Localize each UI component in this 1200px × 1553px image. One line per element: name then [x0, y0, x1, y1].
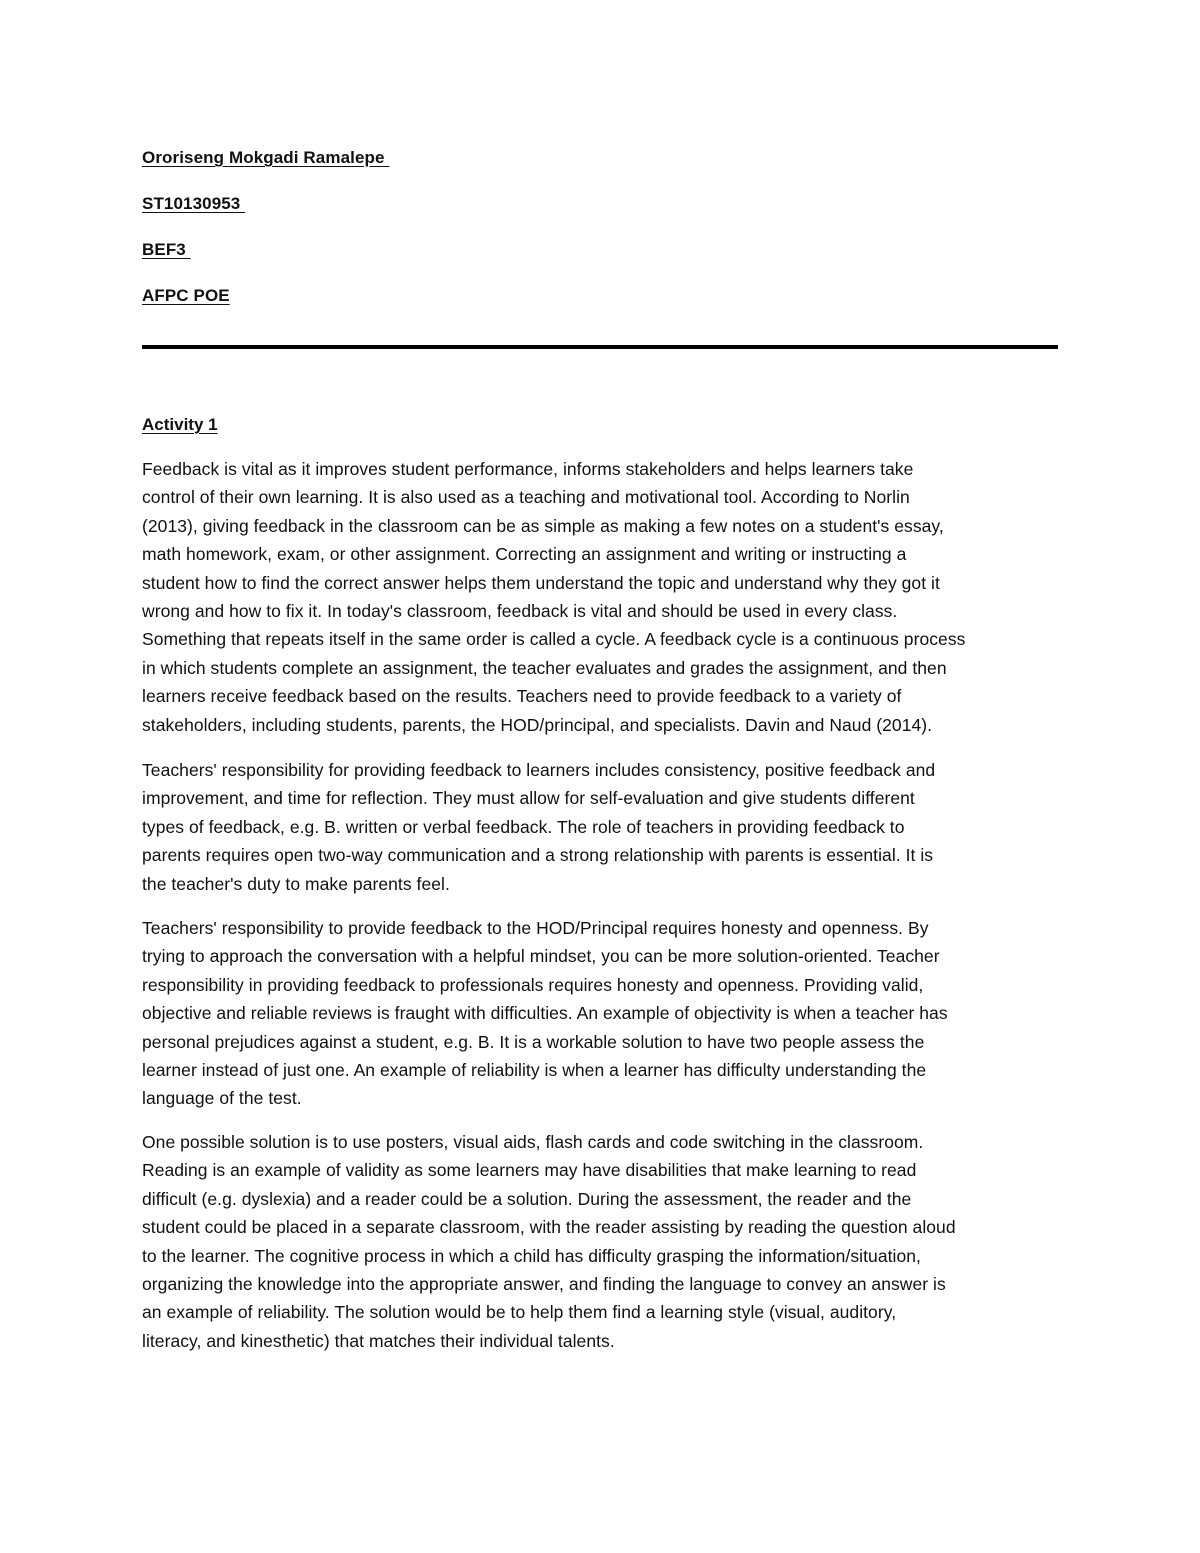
text-line: literacy, and kinesthetic) that matches their individual talents.: [142, 1330, 615, 1351]
text-line: control of their own learning. It is also used as a teaching and motivational tool. According to Norlin: [142, 487, 910, 508]
text-line: Teachers' responsibility for providing feedback to learners includes consistency, positive feedback and: [142, 760, 936, 780]
text-line: Feedback is vital as it improves student performance, informs stakeholders and helps learners take: [142, 459, 914, 479]
student-number: ST10130953: [142, 194, 246, 213]
paragraph-1: [142, 455, 1062, 739]
text-line: an example of reliability. The solution would be to help them find a learning style (visual, auditory,: [142, 1302, 897, 1323]
text-line: (2013), giving feedback in the classroom can be as simple as making a few notes on a student's essay,: [142, 515, 944, 536]
text-line: One possible solution is to use posters, visual aids, flash cards and code switching in the classroom.: [142, 1132, 924, 1152]
paragraph-2: [142, 756, 1062, 898]
text-line: responsibility in providing feedback to professionals requires honesty and openness. Providing valid,: [142, 974, 924, 995]
text-line: organizing the knowledge into the appropriate answer, and finding the language to convey an answer is: [142, 1274, 946, 1295]
text-line: student could be placed in a separate classroom, with the reader assisting by reading the question aloud: [142, 1217, 956, 1238]
paragraph-3: [142, 914, 1062, 1113]
text-line: Teachers' responsibility to provide feedback to the HOD/Principal requires honesty and openness. By: [142, 918, 929, 938]
text-line: learners receive feedback based on the results. Teachers need to provide feedback to a variety of: [142, 686, 902, 707]
text-line: types of feedback, e.g. B. written or verbal feedback. The role of teachers in providing feedback to: [142, 816, 905, 837]
text-line: wrong and how to fix it. In today's classroom, feedback is vital and should be used in every class.: [142, 601, 898, 622]
text-line: objective and reliable reviews is fraught with difficulties. An example of objectivity is when a teacher has: [142, 1003, 948, 1024]
text-line: stakeholders, including students, parents, the HOD/principal, and specialists. Davin and Naud (2014).: [142, 714, 933, 735]
text-line: student how to find the correct answer helps them understand the topic and understand why they got it: [142, 572, 940, 593]
assessment-title: AFPC POE: [142, 286, 230, 305]
text-line: personal prejudices against a student, e.g. B. It is a workable solution to have two people assess the: [142, 1031, 925, 1052]
paragraph-4: [142, 1128, 1062, 1355]
text-line: in which students complete an assignment, the teacher evaluates and grades the assignment, and then: [142, 657, 947, 678]
text-line: difficult (e.g. dyslexia) and a reader could be a solution. During the assessment, the reader and the: [142, 1188, 912, 1209]
text-line: improvement, and time for reflection. They must allow for self-evaluation and give students different: [142, 788, 915, 809]
text-line: to the learner. The cognitive process in which a child has difficulty grasping the information/situation,: [142, 1245, 921, 1266]
section-heading: Activity 1: [142, 415, 218, 434]
text-line: math homework, exam, or other assignment. Correcting an assignment and writing or instructing a: [142, 544, 907, 565]
text-line: trying to approach the conversation with a helpful mindset, you can be more solution-oriented. Teacher: [142, 946, 940, 967]
horizontal-rule: [142, 345, 1058, 349]
text-line: the teacher's duty to make parents feel.: [142, 873, 450, 894]
text-line: learner instead of just one. An example of reliability is when a learner has difficulty understanding the: [142, 1060, 927, 1081]
text-line: language of the test.: [142, 1088, 302, 1109]
text-line: Reading is an example of validity as some learners may have disabilities that make learning to read: [142, 1160, 917, 1181]
student-name: Ororiseng Mokgadi Ramalepe: [142, 148, 390, 167]
text-line: Something that repeats itself in the same order is called a cycle. A feedback cycle is a continuous process: [142, 629, 966, 650]
course-code: BEF3: [142, 240, 191, 259]
text-line: parents requires open two-way communication and a strong relationship with parents is essential. It is: [142, 845, 934, 866]
